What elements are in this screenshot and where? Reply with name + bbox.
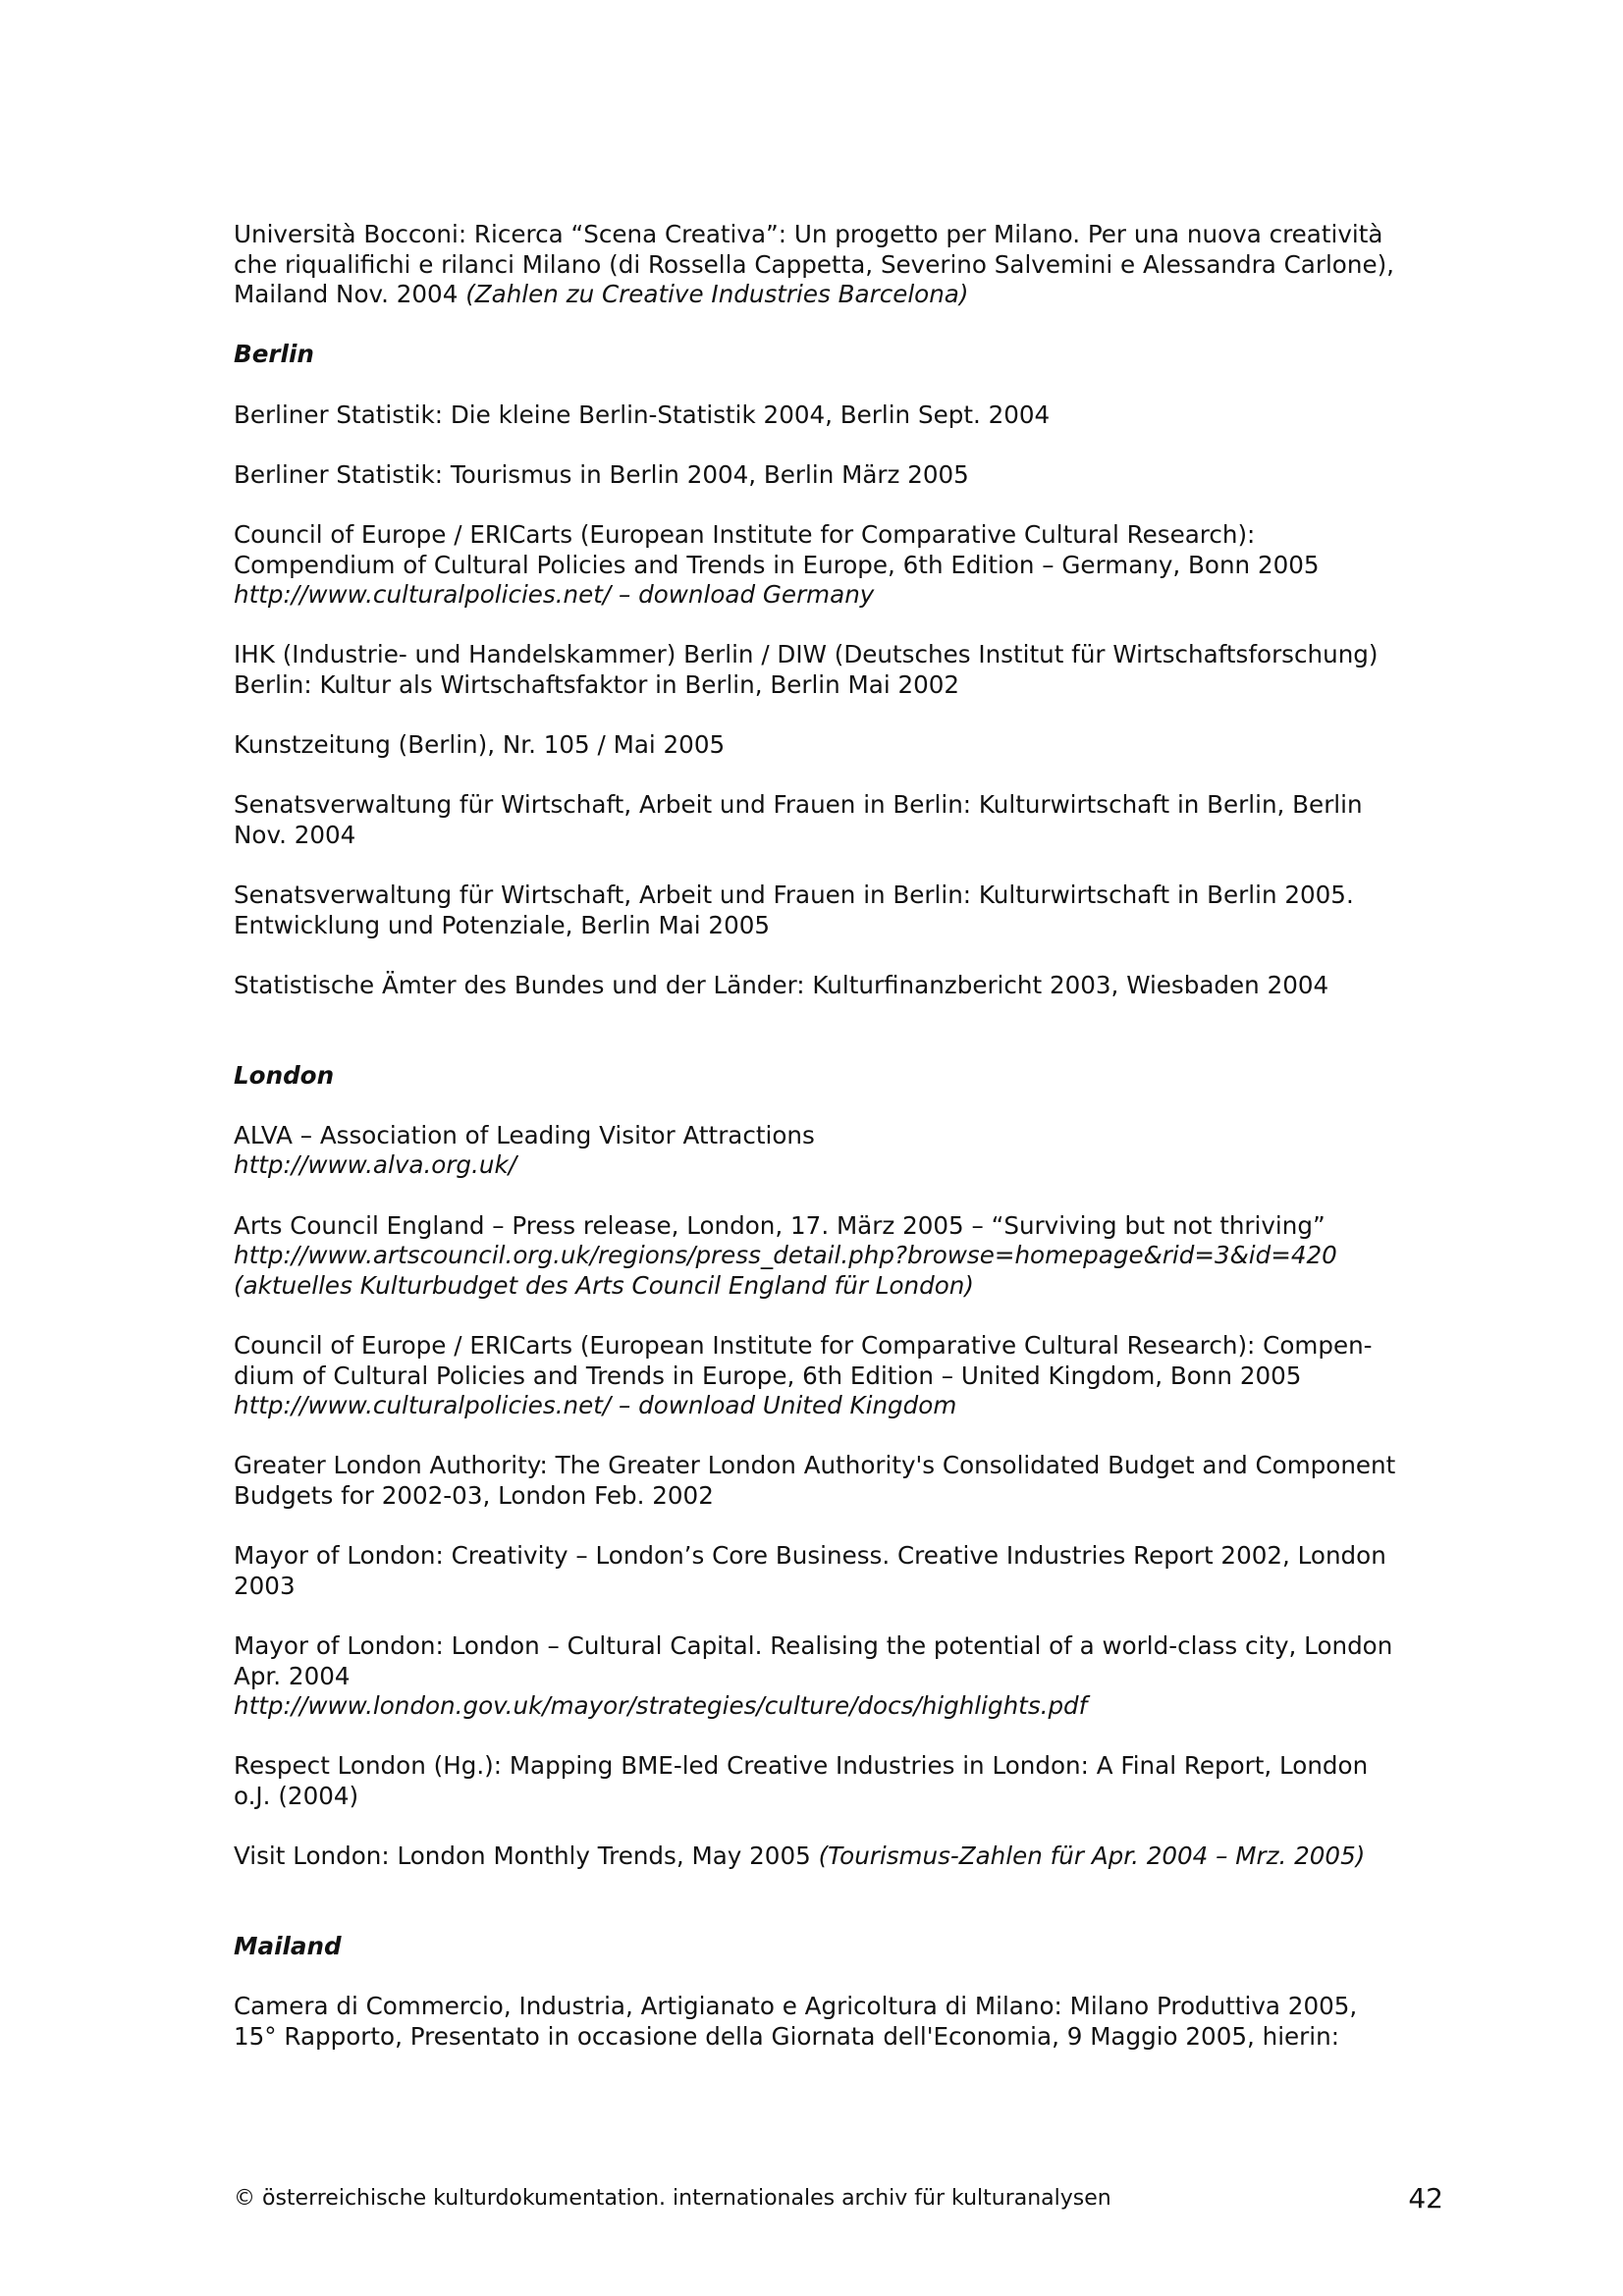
entry-line: Entwicklung und Potenziale, Berlin Mai 2005 (234, 910, 771, 939)
bibliography-entry (234, 971, 1443, 1001)
bibliography-entry (234, 730, 1443, 761)
section-heading-mailand: Mailand (234, 1931, 342, 1960)
page-number: 42 (1408, 2182, 1443, 2215)
entry-line: Mayor of London: London – Cultural Capital. Realising the potential of a world-class city, London (234, 1630, 1393, 1660)
footer-copyright: © österreichische kulturdokumentation. internationales archiv für kulturanalysen (234, 2186, 1111, 2211)
entry-line: ALVA – Association of Leading Visitor Attractions (234, 1120, 815, 1149)
entry-line: Council of Europe / ERICarts (European Institute for Comparative Cultural Research): Compen- (234, 1330, 1373, 1360)
entry-line: Mayor of London: Creativity – London’s Core Business. Creative Industries Report 2002, London (234, 1541, 1386, 1571)
section-heading-berlin: Berlin (234, 340, 314, 369)
entry-line: Camera di Commercio, Industria, Artigianato e Agricoltura di Milano: Milano Produttiva 2005, (234, 1992, 1358, 2021)
bibliography-entry (234, 1842, 1443, 1872)
entry-note: (Zahlen zu Creative Industries Barcelona) (465, 280, 969, 309)
entry-text: Mailand Nov. 2004 (234, 280, 466, 309)
entry-line: IHK (Industrie- und Handelskammer) Berlin / DIW (Deutsches Institut für Wirtschaftsforschung) (234, 640, 1379, 669)
section-spacer (234, 1901, 1443, 1932)
bibliography-entry (234, 881, 1443, 940)
entry-line (234, 1842, 1443, 1872)
section-heading-london: London (234, 1060, 335, 1090)
bibliography-content (234, 220, 1443, 2082)
bibliography-entry (234, 1451, 1443, 1511)
entry-line: Council of Europe / ERICarts (European Institute for Comparative Cultural Research): (234, 519, 1256, 549)
page-footer (234, 2184, 1443, 2223)
bibliography-entry (234, 1121, 1443, 1181)
bibliography-entry (234, 220, 1443, 310)
entry-line: Senatsverwaltung für Wirtschaft, Arbeit und Frauen in Berlin: Kulturwirtschaft in Berlin 2005. (234, 881, 1354, 910)
bibliography-entry (234, 1751, 1443, 1811)
entry-url: http://www.london.gov.uk/mayor/strategies/culture/docs/highlights.pdf (234, 1691, 1088, 1721)
entry-line: Kunstzeitung (Berlin), Nr. 105 / Mai 2005 (234, 730, 726, 760)
entry-line: Budgets for 2002-03, London Feb. 2002 (234, 1480, 714, 1510)
bibliography-entry (234, 520, 1443, 611)
entry-url: http://www.alva.org.uk/ (234, 1150, 516, 1180)
entry-url: http://www.culturalpolicies.net/ – download United Kingdom (234, 1391, 957, 1420)
entry-line: o.J. (2004) (234, 1781, 359, 1810)
entry-line: Berlin: Kultur als Wirtschaftsfaktor in Berlin, Berlin Mai 2002 (234, 669, 960, 699)
entry-line: Arts Council England – Press release, London, 17. März 2005 – “Surviving but not thriving” (234, 1210, 1325, 1240)
bibliography-entry (234, 460, 1443, 491)
bibliography-entry (234, 1331, 1443, 1421)
entry-note: (Tourismus-Zahlen für Apr. 2004 – Mrz. 2005) (818, 1842, 1366, 1871)
bibliography-entry (234, 1631, 1443, 1722)
bibliography-entry (234, 1541, 1443, 1601)
entry-line: 2003 (234, 1571, 296, 1600)
entry-line: Università Bocconi: Ricerca “Scena Creativa”: Un progetto per Milano. Per una nuova creatività (234, 220, 1383, 248)
entry-text: Visit London: London Monthly Trends, May 2005 (234, 1842, 819, 1871)
entry-line: che riqualifichi e rilanci Milano (di Rossella Cappetta, Severino Salvemini e Alessandra Carlone), (234, 249, 1394, 279)
entry-note: (aktuelles Kulturbudget des Arts Council England für London) (234, 1270, 974, 1300)
entry-line: Berliner Statistik: Tourismus in Berlin 2004, Berlin März 2005 (234, 459, 969, 489)
entry-line: Statistische Ämter des Bundes und der Länder: Kulturfinanzbericht 2003, Wiesbaden 2004 (234, 970, 1329, 999)
bibliography-entry (234, 1211, 1443, 1302)
entry-line: Compendium of Cultural Policies and Trends in Europe, 6th Edition – Germany, Bonn 2005 (234, 550, 1320, 579)
bibliography-entry (234, 1992, 1443, 2052)
entry-line: dium of Cultural Policies and Trends in Europe, 6th Edition – United Kingdom, Bonn 2005 (234, 1361, 1302, 1390)
entry-line: Senatsverwaltung für Wirtschaft, Arbeit und Frauen in Berlin: Kulturwirtschaft in Berlin, Berlin (234, 790, 1363, 820)
bibliography-entry (234, 640, 1443, 700)
entry-line: 15° Rapporto, Presentato in occasione della Giornata dell'Economia, 9 Maggio 2005, hierin: (234, 2021, 1339, 2051)
bibliography-entry (234, 400, 1443, 431)
entry-line: Nov. 2004 (234, 820, 356, 849)
entry-url: http://www.culturalpolicies.net/ – download Germany (234, 580, 875, 610)
entry-line (234, 280, 1443, 310)
entry-line: Respect London (Hg.): Mapping BME-led Creative Industries in London: A Final Report, London (234, 1751, 1369, 1781)
section-spacer (234, 1031, 1443, 1061)
entry-line: Berliner Statistik: Die kleine Berlin-Statistik 2004, Berlin Sept. 2004 (234, 400, 1051, 429)
entry-url: http://www.artscouncil.org.uk/regions/press_detail.php?browse=homepage&rid=3&id=420 (234, 1241, 1337, 1270)
bibliography-entry (234, 790, 1443, 850)
entry-line: Greater London Authority: The Greater London Authority's Consolidated Budget and Component (234, 1451, 1396, 1480)
entry-line: Apr. 2004 (234, 1661, 351, 1690)
